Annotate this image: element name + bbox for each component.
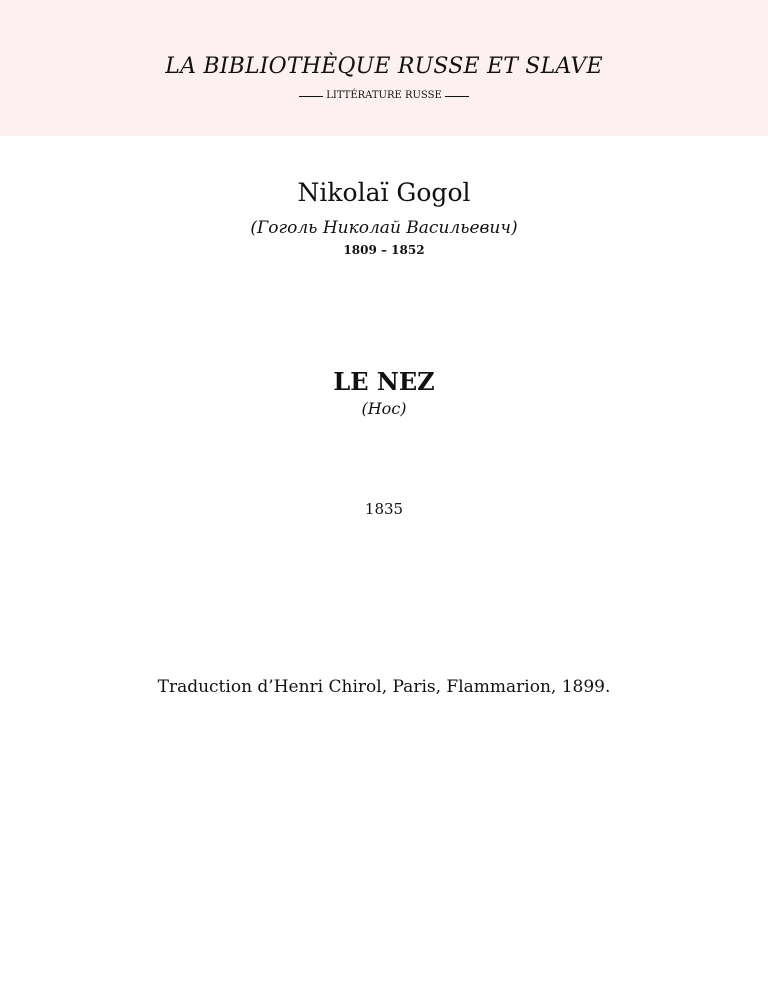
series-subtitle: LITTÉRATURE RUSSE: [326, 90, 442, 101]
translation-credit: Traduction d’Henri Chirol, Paris, Flammarion, 1899.: [157, 677, 611, 697]
author-dates: 1809 – 1852: [343, 243, 425, 257]
work-title: LE NEZ: [333, 367, 435, 396]
work-native-title: (Нос): [361, 399, 407, 418]
publication-year: 1835: [364, 500, 404, 518]
left-rule: [299, 96, 323, 97]
author-native-name: (Гоголь Николай Васильевич): [250, 218, 518, 238]
series-subtitle-row: [0, 89, 768, 103]
header-banner: [0, 0, 768, 136]
author-name: Nikolaï Gogol: [297, 178, 471, 207]
right-rule: [445, 96, 469, 97]
series-title: LA BIBLIOTHÈQUE RUSSE ET SLAVE: [165, 54, 603, 79]
